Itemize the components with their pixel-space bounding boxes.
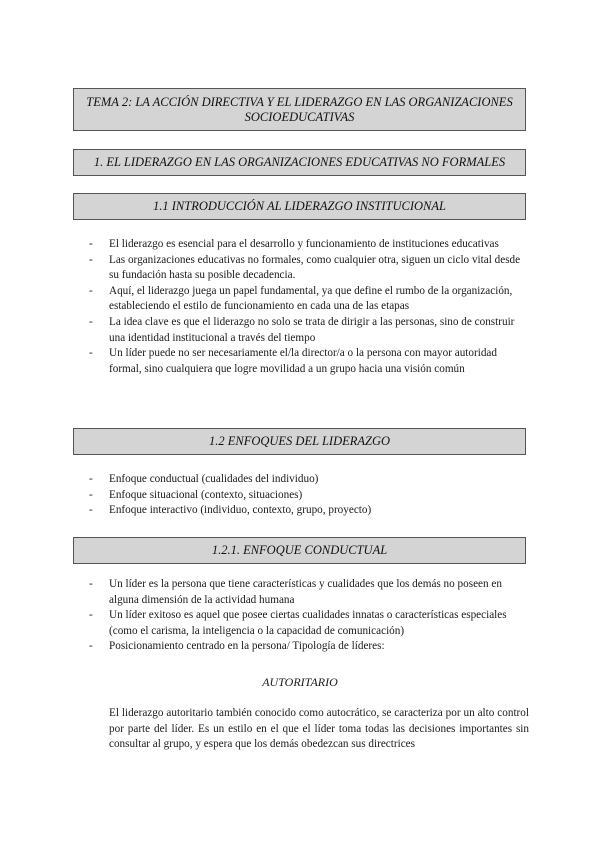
subheading-autoritario: AUTORITARIO (262, 675, 338, 689)
section-1-2-1-heading: 1.2.1. ENFOQUE CONDUCTUAL (73, 537, 526, 564)
section-1-heading: 1. EL LIDERAZGO EN LAS ORGANIZACIONES EDUCATIVAS NO FORMALES (73, 149, 526, 176)
list-item: - Enfoque conductual (cualidades del individuo) (89, 472, 529, 488)
list-item: - Un líder es la persona que tiene características y cualidades que los demás no poseen en alguna dimensión de la actividad humana (89, 577, 529, 608)
paragraph-autoritario: El liderazgo autoritario también conocido como autocrático, se caracteriza por un alto control por parte del líder. Es un estilo en el que el líder toma todas las decisiones importantes sin consultar al grupo, y espera que los demás obedezcan sus directrices (109, 707, 529, 751)
list-item: - Las organizaciones educativas no formales, como cualquier otra, siguen un ciclo vital desde su fundación hasta su posible decadencia. (89, 253, 529, 284)
list-item: - Aquí, el liderazgo juega un papel fundamental, ya que define el rumbo de la organización, estableciendo el estilo de funcionamiento en cada una de las etapas (89, 284, 529, 315)
section-1-1-list (89, 237, 529, 377)
title-line-1: TEMA 2: LA ACCIÓN DIRECTIVA Y EL LIDERAZGO EN LAS ORGANIZACIONES (86, 95, 513, 109)
list-item: - Enfoque situacional (contexto, situaciones) (89, 488, 529, 504)
section-1-2-heading: 1.2 ENFOQUES DEL LIDERAZGO (73, 428, 526, 455)
section-1-1-heading: 1.1 INTRODUCCIÓN AL LIDERAZGO INSTITUCIONAL (73, 193, 526, 220)
list-item: - Posicionamiento centrado en la persona/ Tipología de líderes: (89, 639, 529, 655)
list-item: - Enfoque interactivo (individuo, contexto, grupo, proyecto) (89, 503, 529, 519)
document-title (73, 88, 526, 131)
section-1-2-1-list (89, 577, 529, 655)
title-line-2: SOCIOEDUCATIVAS (244, 110, 355, 124)
list-item: - La idea clave es que el liderazgo no solo se trata de dirigir a las personas, sino de construir una identidad institucional a través del tiempo (89, 315, 529, 346)
list-item: - Un líder puede no ser necesariamente el/la director/a o la persona con mayor autoridad formal, sino cualquiera que logre movilidad a un grupo hacia una visión común (89, 346, 529, 377)
section-1-2-list (89, 472, 529, 519)
list-item: - El liderazgo es esencial para el desarrollo y funcionamiento de instituciones educativas (89, 237, 529, 253)
list-item: - Un líder exitoso es aquel que posee ciertas cualidades innatas o características especiales (como el carisma, la inteligencia o la capacidad de comunicación) (89, 608, 529, 639)
